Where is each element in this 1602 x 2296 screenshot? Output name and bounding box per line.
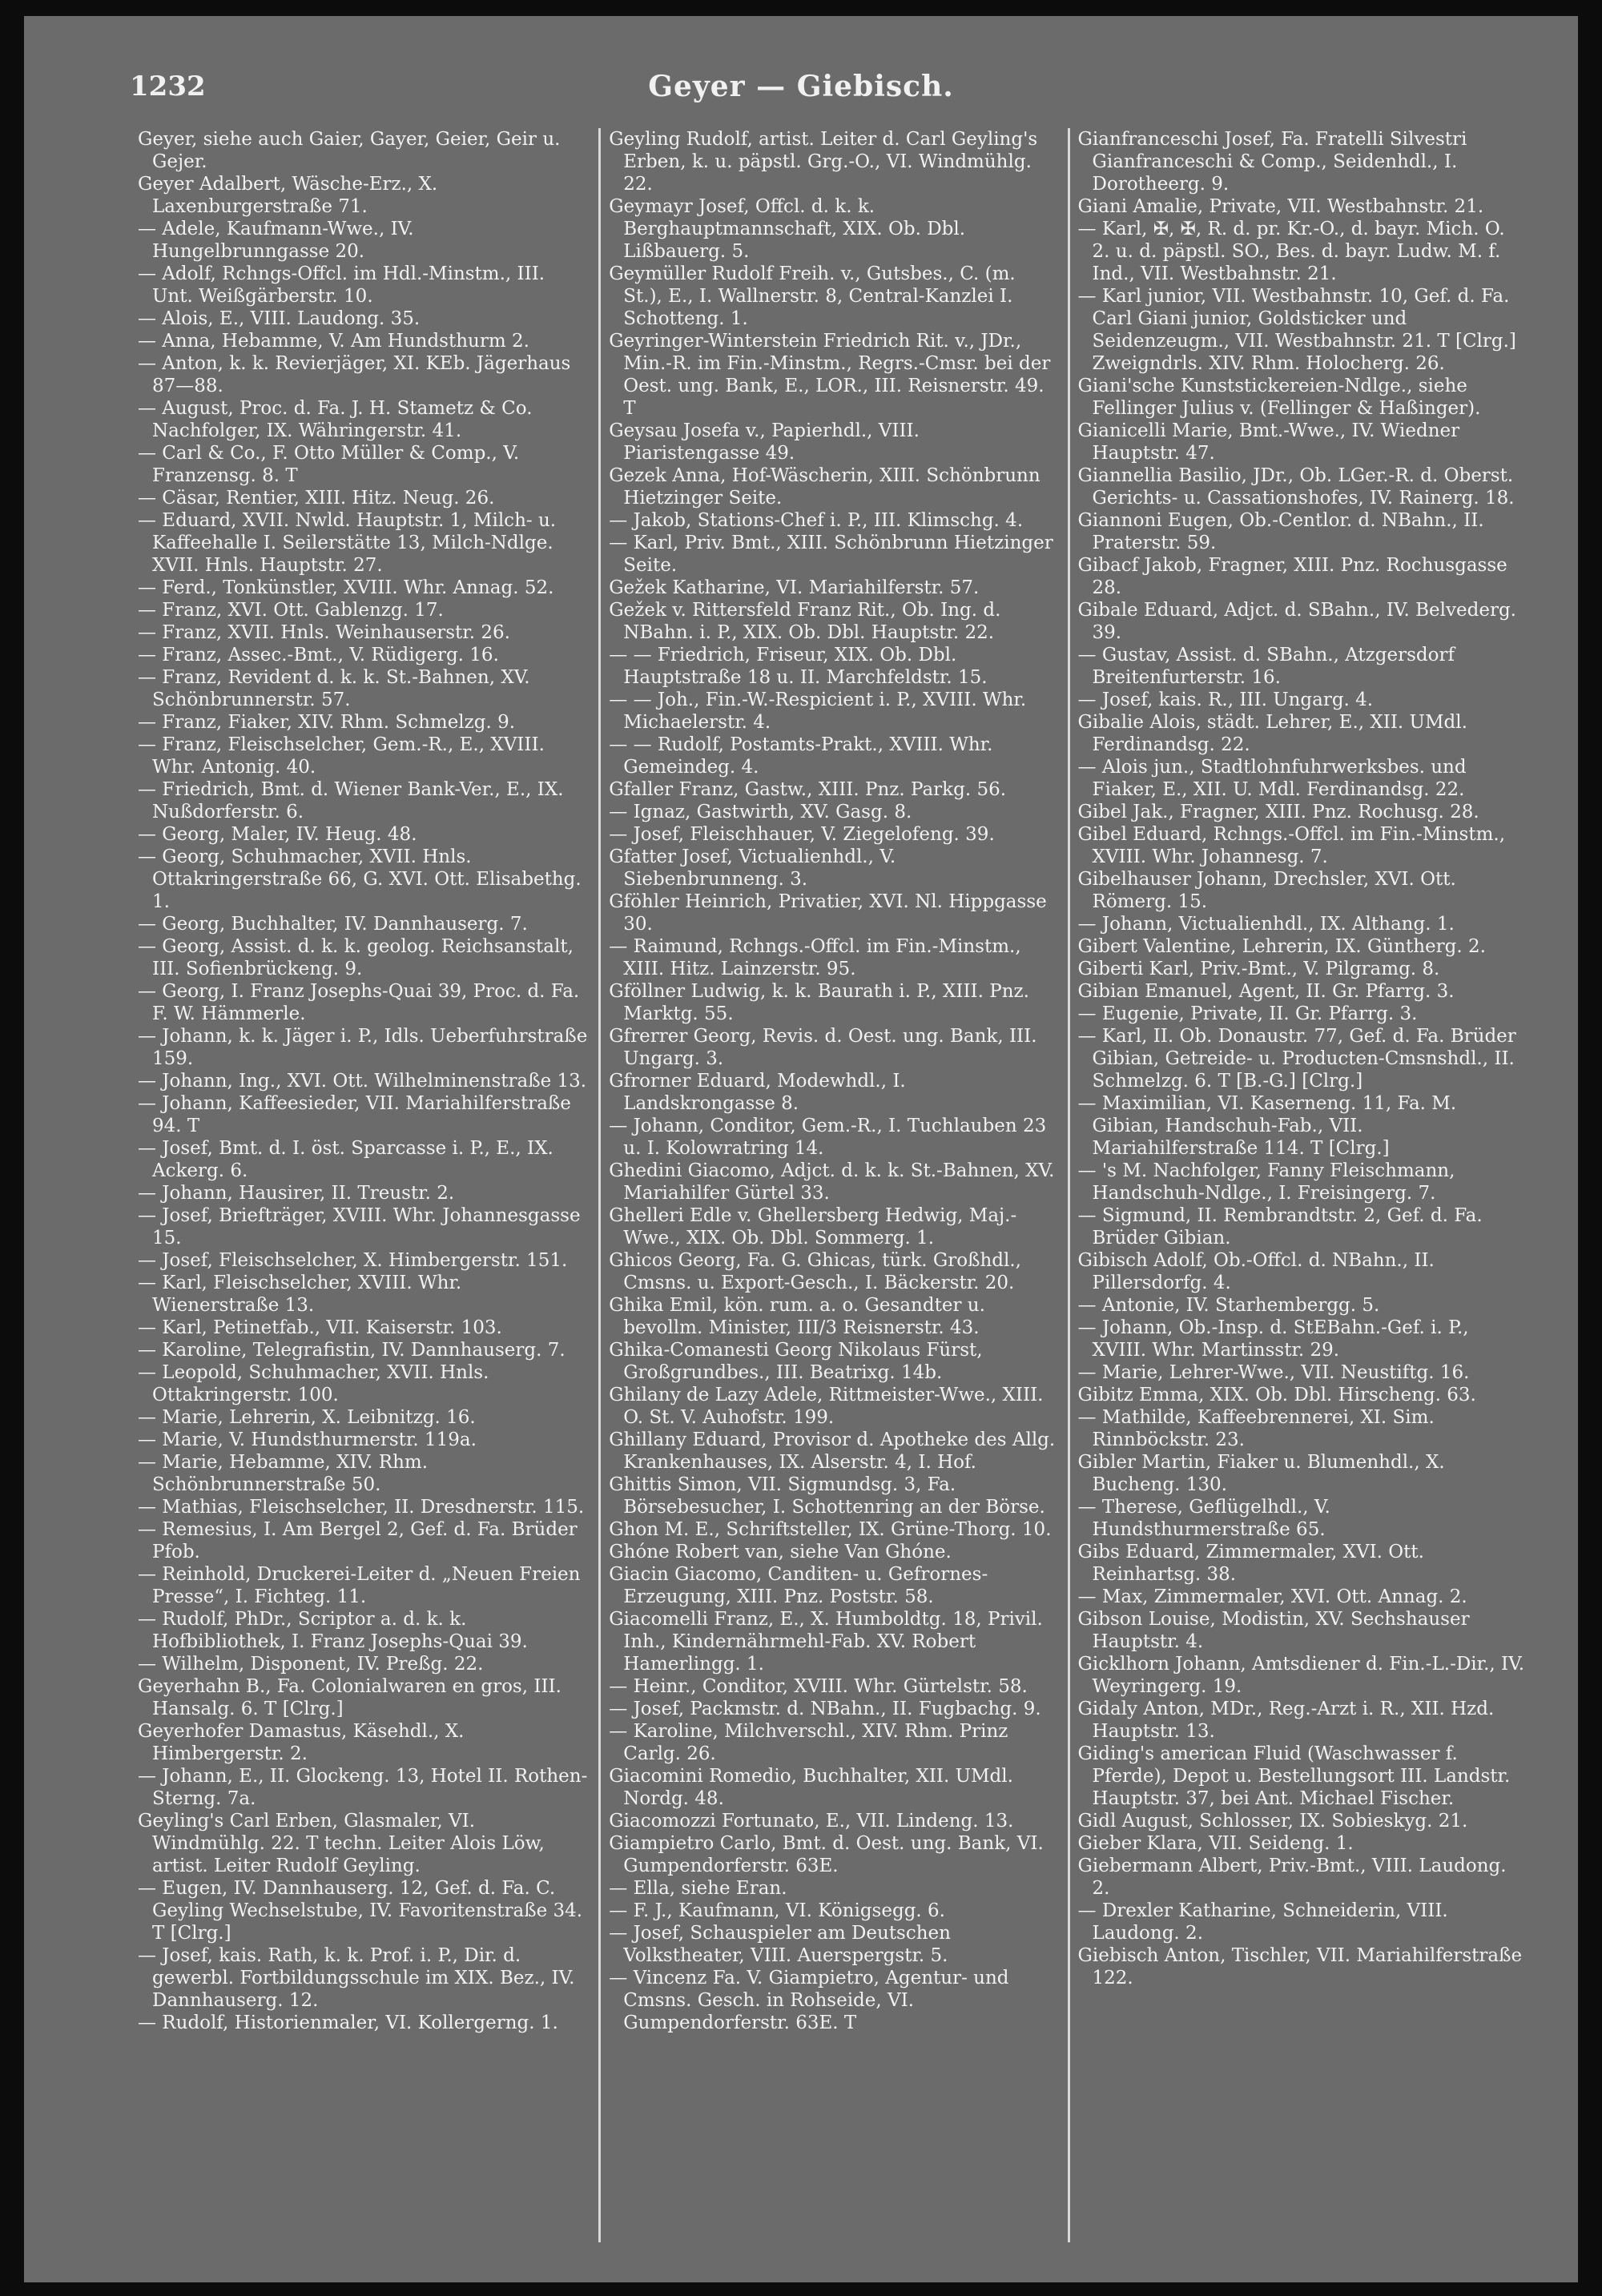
directory-entry: — Johann, Ing., XVI. Ott. Wilhelminenstraße 13. xyxy=(138,1071,587,1092)
directory-entry: — — Friedrich, Friseur, XIX. Ob. Dbl. Hauptstraße 18 u. II. Marchfeldstr. 15. xyxy=(609,645,988,688)
directory-entry: — Cäsar, Rentier, XIII. Hitz. Neug. 26. xyxy=(138,488,495,509)
directory-entry: — Karoline, Milchverschl., XIV. Rhm. Prinz Carlg. 26. xyxy=(609,1721,1008,1764)
directory-entry: — Johann, Conditor, Gem.-R., I. Tuchlauben 23 u. I. Kolowratring 14. xyxy=(609,1116,1047,1159)
directory-entry: Gibian Emanuel, Agent, II. Gr. Pfarrg. 3. xyxy=(1077,981,1455,1002)
directory-entry: Giani Amalie, Private, VII. Westbahnstr. 21. xyxy=(1077,196,1484,217)
directory-entry: Geysau Josefa v., Papierhdl., VIII. Piaristengasse 49. xyxy=(609,420,920,464)
directory-entry: — Johann, Victualienhdl., IX. Althang. 1. xyxy=(1077,914,1455,935)
directory-entry: — Georg, Maler, IV. Heug. 48. xyxy=(138,824,417,845)
directory-columns xyxy=(130,128,1536,2242)
directory-entry: — Marie, Hebamme, XIV. Rhm. Schönbrunnerstraße 50. xyxy=(138,1452,429,1495)
directory-entry: — Mathilde, Kaffeebrennerei, XI. Sim. Rinnböckstr. 23. xyxy=(1077,1407,1435,1450)
directory-entry: — Mathias, Fleischselcher, II. Dresdnerstr. 115. xyxy=(138,1497,585,1518)
directory-entry: — Karl, ✠, ✠, R. d. pr. Kr.-O., d. bayr. Mich. O. 2. u. d. päpstl. SO., Bes. d. bayr. Ludw. M. f. Ind., VII. Westbahnstr. 21. xyxy=(1077,219,1505,284)
directory-entry: — Marie, Lehrer-Wwe., VII. Neustiftg. 16. xyxy=(1077,1362,1470,1383)
directory-entry: Gfaller Franz, Gastw., XIII. Pnz. Parkg. 56. xyxy=(609,779,1007,800)
directory-entry: Gibel Eduard, Rchngs.-Offcl. im Fin.-Minstm., XVIII. Whr. Johannesg. 7. xyxy=(1077,824,1506,867)
directory-entry: — Vincenz Fa. V. Giampietro, Agentur- und Cmsns. Gesch. in Rohseide, VI. Gumpendorferstr. 63E. T xyxy=(609,1968,1009,2033)
directory-entry: — Anna, Hebamme, V. Am Hundsthurm 2. xyxy=(138,331,529,352)
directory-entry: — Franz, Revident d. k. k. St.-Bahnen, XV. Schönbrunnerstr. 57. xyxy=(138,667,530,710)
directory-entry: — Franz, Fleischselcher, Gem.-R., E., XVIII. Whr. Antonig. 40. xyxy=(138,734,545,778)
directory-entry: Giebermann Albert, Priv.-Bmt., VIII. Laudong. 2. xyxy=(1077,1856,1507,1899)
directory-entry: — Josef, Fleischselcher, X. Himbergerstr. 151. xyxy=(138,1250,568,1271)
directory-entry: Geyerhofer Damastus, Käsehdl., X. Himbergerstr. 2. xyxy=(138,1721,465,1764)
directory-entry: Geyling Rudolf, artist. Leiter d. Carl Geyling's Erben, k. u. päpstl. Grg.-O., VI. Windmühlg. 22. xyxy=(609,129,1038,195)
directory-entry: Gfatter Josef, Victualienhdl., V. Siebenbrunneng. 3. xyxy=(609,846,896,890)
directory-entry: — Max, Zimmermaler, XVI. Ott. Annag. 2. xyxy=(1077,1586,1467,1607)
directory-entry: — Josef, kais. R., III. Ungarg. 4. xyxy=(1077,690,1374,710)
directory-entry: Gežek v. Rittersfeld Franz Rit., Ob. Ing. d. NBahn. i. P., XIX. Ob. Dbl. Hauptstr. 22. xyxy=(609,600,1001,643)
directory-entry: Geyling's Carl Erben, Glasmaler, VI. Windmühlg. 22. T techn. Leiter Alois Löw, artist. Leiter Rudolf Geyling. xyxy=(138,1811,545,1876)
directory-entry: — Franz, XVI. Ott. Gablenzg. 17. xyxy=(138,600,444,621)
directory-entry: Giberti Karl, Priv.-Bmt., V. Pilgramg. 8. xyxy=(1077,959,1440,979)
directory-entry: — Karl junior, VII. Westbahnstr. 10, Gef. d. Fa. Carl Giani junior, Goldsticker und Seidenzeugm., VII. Westbahnstr. 21. T [Clrg.] Zweigndrls. XIV. Rhm. Holocherg. 26. xyxy=(1077,286,1516,374)
directory-entry: — Antonie, IV. Starhembergg. 5. xyxy=(1077,1295,1380,1316)
directory-entry: — Eugen, IV. Dannhauserg. 12, Gef. d. Fa. C. Geyling Wechselstube, IV. Favoritenstraße 34. T [Clrg.] xyxy=(138,1878,583,1944)
directory-entry: Gibel Jak., Fragner, XIII. Pnz. Rochusg. 28. xyxy=(1077,802,1479,822)
directory-entry: — Heinr., Conditor, XVIII. Whr. Gürtelstr. 58. xyxy=(609,1676,1028,1697)
directory-entry: Ghedini Giacomo, Adjct. d. k. k. St.-Bahnen, XV. Mariahilfer Gürtel 33. xyxy=(609,1160,1055,1204)
directory-entry: Gfrerrer Georg, Revis. d. Oest. ung. Bank, III. Ungarg. 3. xyxy=(609,1026,1037,1069)
directory-entry: Gianicelli Marie, Bmt.-Wwe., IV. Wiedner Hauptstr. 47. xyxy=(1077,420,1460,464)
directory-entry: — Georg, Assist. d. k. k. geolog. Reichsanstalt, III. Sofienbrückeng. 9. xyxy=(138,936,574,979)
directory-entry: Gezek Anna, Hof-Wäscherin, XIII. Schönbrunn Hietzinger Seite. xyxy=(609,465,1040,509)
directory-entry: Ghelleri Edle v. Ghellersberg Hedwig, Maj.-Wwe., XIX. Ob. Dbl. Sommerg. 1. xyxy=(609,1205,1017,1249)
directory-entry: Ghóne Robert van, siehe Van Ghóne. xyxy=(609,1542,952,1562)
directory-entry: Giani'sche Kunststickereien-Ndlge., siehe Fellinger Julius v. (Fellinger & Haßinger). xyxy=(1077,376,1481,419)
directory-entry: Gidl August, Schlosser, IX. Sobieskyg. 21. xyxy=(1077,1811,1468,1832)
column-right xyxy=(1068,128,1536,2242)
directory-entry: Gianfranceschi Josef, Fa. Fratelli Silvestri Gianfranceschi & Comp., Seidenhdl., I. Dorotheerg. 9. xyxy=(1077,129,1467,195)
directory-entry: — Karl, Priv. Bmt., XIII. Schönbrunn Hietzinger Seite. xyxy=(609,533,1053,576)
directory-entry: — Remesius, I. Am Bergel 2, Gef. d. Fa. Brüder Pfob. xyxy=(138,1519,578,1562)
directory-entry: Geymayr Josef, Offcl. d. k. k. Berghauptmannschaft, XIX. Ob. Dbl. Lißbauerg. 5. xyxy=(609,196,966,262)
directory-entry: — Ella, siehe Eran. xyxy=(609,1878,787,1899)
directory-entry: — Johann, Hausirer, II. Treustr. 2. xyxy=(138,1183,455,1204)
directory-entry: — Josef, Schauspieler am Deutschen Volkstheater, VIII. Auerspergstr. 5. xyxy=(609,1923,951,1966)
directory-entry: — Josef, Packmstr. d. NBahn., II. Fugbachg. 9. xyxy=(609,1699,1041,1719)
directory-entry: — Georg, I. Franz Josephs-Quai 39, Proc. d. Fa. F. W. Hämmerle. xyxy=(138,981,580,1024)
directory-entry: Gibisch Adolf, Ob.-Offcl. d. NBahn., II. Pillersdorfg. 4. xyxy=(1077,1250,1435,1293)
directory-entry: Gežek Katharine, VI. Mariahilferstr. 57. xyxy=(609,577,980,598)
directory-entry: — Karoline, Telegrafistin, IV. Dannhauserg. 7. xyxy=(138,1340,566,1361)
directory-entry: Ghittis Simon, VII. Sigmundsg. 3, Fa. Börsebesucher, I. Schottenring an der Börse. xyxy=(609,1474,1045,1518)
directory-entry: Ghilany de Lazy Adele, Rittmeister-Wwe., XIII. O. St. V. Auhofstr. 199. xyxy=(609,1385,1044,1428)
directory-entry: Giacomini Romedio, Buchhalter, XII. UMdl. Nordg. 48. xyxy=(609,1766,1013,1809)
directory-entry: — Alois, E., VIII. Laudong. 35. xyxy=(138,308,421,329)
directory-entry: Gibs Eduard, Zimmermaler, XVI. Ott. Reinhartsg. 38. xyxy=(1077,1542,1424,1585)
directory-entry: Giebisch Anton, Tischler, VII. Mariahilferstraße 122. xyxy=(1077,1945,1523,1988)
directory-entry: Geyerhahn B., Fa. Colonialwaren en gros, III. Hansalg. 6. T [Clrg.] xyxy=(138,1676,562,1719)
directory-entry: — Gustav, Assist. d. SBahn., Atzgersdorf Breitenfurterstr. 16. xyxy=(1077,645,1455,688)
directory-entry: Giampietro Carlo, Bmt. d. Oest. ung. Bank, VI. Gumpendorferstr. 63E. xyxy=(609,1833,1044,1876)
directory-entry: Giannoni Eugen, Ob.-Centlor. d. NBahn., II. Praterstr. 59. xyxy=(1077,510,1484,553)
directory-entry: — Eugenie, Private, II. Gr. Pfarrg. 3. xyxy=(1077,1003,1418,1024)
directory-entry: Geymüller Rudolf Freih. v., Gutsbes., C. (m. St.), E., I. Wallnerstr. 8, Central-Kanzlei I. Schotteng. 1. xyxy=(609,263,1016,329)
directory-entry: Gibson Louise, Modistin, XV. Sechshauser Hauptstr. 4. xyxy=(1077,1609,1470,1652)
directory-entry: Geyringer-Winterstein Friedrich Rit. v., JDr., Min.-R. im Fin.-Minstm., Regrs.-Cmsr. bei der Oest. ung. Bank, E., LOR., III. Reisnerstr. 49. T xyxy=(609,331,1051,419)
directory-entry: — Ignaz, Gastwirth, XV. Gasg. 8. xyxy=(609,802,912,822)
directory-entry: — Franz, Assec.-Bmt., V. Rüdigerg. 16. xyxy=(138,645,499,665)
directory-entry: Giacomozzi Fortunato, E., VII. Lindeng. 13. xyxy=(609,1811,1014,1832)
directory-entry: Geyer Adalbert, Wäsche-Erz., X. Laxenburgerstraße 71. xyxy=(138,174,438,217)
directory-entry: Gibitz Emma, XIX. Ob. Dbl. Hirscheng. 63. xyxy=(1077,1385,1476,1405)
directory-entry: — August, Proc. d. Fa. J. H. Stametz & Co. Nachfolger, IX. Währingerstr. 41. xyxy=(138,398,533,441)
directory-entry: — Carl & Co., F. Otto Müller & Comp., V. Franzensg. 8. T xyxy=(138,443,520,486)
directory-entry: — Karl, Fleischselcher, XVIII. Whr. Wienerstraße 13. xyxy=(138,1273,462,1316)
directory-entry: — Johann, k. k. Jäger i. P., Idls. Ueberfuhrstraße 159. xyxy=(138,1026,588,1069)
directory-entry: Gibler Martin, Fiaker u. Blumenhdl., X. Bucheng. 130. xyxy=(1077,1452,1445,1495)
directory-entry: Gibelhauser Johann, Drechsler, XVI. Ott. Römerg. 15. xyxy=(1077,869,1456,912)
directory-entry: — Georg, Schuhmacher, XVII. Hnls. Ottakringerstraße 66, G. XVI. Ott. Elisabethg. 1. xyxy=(138,846,582,912)
directory-entry: Giding's american Fluid (Waschwasser f. Pferde), Depot u. Bestellungsort III. Landstr. Hauptstr. 37, bei Ant. Michael Fischer. xyxy=(1077,1743,1511,1809)
directory-entry: Gidaly Anton, MDr., Reg.-Arzt i. R., XII. Hzd. Hauptstr. 13. xyxy=(1077,1699,1495,1742)
directory-entry: — Josef, Fleischhauer, V. Ziegelofeng. 39. xyxy=(609,824,995,845)
directory-entry: — Maximilian, VI. Kaserneng. 11, Fa. M. Gibian, Handschuh-Fab., VII. Mariahilferstraße 114. T [Clrg.] xyxy=(1077,1093,1457,1159)
directory-entry: — 's M. Nachfolger, Fanny Fleischmann, Handschuh-Ndlge., I. Freisingerg. 7. xyxy=(1077,1160,1455,1204)
directory-page xyxy=(24,16,1578,2282)
directory-entry: — Marie, V. Hundsthurmerstr. 119a. xyxy=(138,1429,477,1450)
running-title: Geyer — Giebisch. xyxy=(648,70,954,103)
directory-entry: Giacin Giacomo, Canditen- u. Gefrornes-Erzeugung, XIII. Pnz. Poststr. 58. xyxy=(609,1564,988,1607)
directory-entry: — Therese, Geflügelhdl., V. Hundsthurmerstraße 65. xyxy=(1077,1497,1330,1540)
directory-entry: Ghon M. E., Schriftsteller, IX. Grüne-Thorg. 10. xyxy=(609,1519,1052,1540)
directory-entry: — Sigmund, II. Rembrandtstr. 2, Gef. d. Fa. Brüder Gibian. xyxy=(1077,1205,1483,1249)
directory-entry: — Drexler Katharine, Schneiderin, VIII. Laudong. 2. xyxy=(1077,1900,1448,1944)
directory-entry: Geyer, siehe auch Gaier, Gayer, Geier, Geir u. Gejer. xyxy=(138,129,561,172)
directory-entry: — Josef, kais. Rath, k. k. Prof. i. P., Dir. d. gewerbl. Fortbildungsschule im XIX. Bez., IV. Dannhauserg. 12. xyxy=(138,1945,575,2011)
directory-entry: Giacomelli Franz, E., X. Humboldtg. 18, Privil. Inh., Kindernährmehl-Fab. XV. Robert Hamerlingg. 1. xyxy=(609,1609,1043,1675)
directory-entry: — F. J., Kaufmann, VI. Königsegg. 6. xyxy=(609,1900,945,1921)
directory-entry: Ghika Emil, kön. rum. a. o. Gesandter u. bevollm. Minister, III/3 Reisnerstr. 43. xyxy=(609,1295,985,1338)
directory-entry: — — Joh., Fin.-W.-Respicient i. P., XVIII. Whr. Michaelerstr. 4. xyxy=(609,690,1027,733)
directory-entry: — Adele, Kaufmann-Wwe., IV. Hungelbrunngasse 20. xyxy=(138,219,414,262)
directory-entry: — Rudolf, PhDr., Scriptor a. d. k. k. Hofbibliothek, I. Franz Josephs-Quai 39. xyxy=(138,1609,528,1652)
column-middle xyxy=(598,128,1067,2242)
directory-entry: — Eduard, XVII. Nwld. Hauptstr. 1, Milch- u. Kaffeehalle I. Seilerstätte 13, Milch-Ndlge. XVII. Hnls. Hauptstr. 27. xyxy=(138,510,557,576)
directory-entry: — Leopold, Schuhmacher, XVII. Hnls. Ottakringerstr. 100. xyxy=(138,1362,489,1405)
directory-entry: — Raimund, Rchngs.-Offcl. im Fin.-Minstm., XIII. Hitz. Lainzerstr. 95. xyxy=(609,936,1021,979)
directory-entry: — Wilhelm, Disponent, IV. Preßg. 22. xyxy=(138,1654,484,1675)
directory-entry: — Johann, Kaffeesieder, VII. Mariahilferstraße 94. T xyxy=(138,1093,571,1136)
column-left xyxy=(130,128,598,2242)
page-number: 1232 xyxy=(130,70,206,103)
directory-entry: — Karl, II. Ob. Donaustr. 77, Gef. d. Fa. Brüder Gibian, Getreide- u. Producten-Cmsnshdl., II. Schmelzg. 6. T [B.-G.] [Clrg.] xyxy=(1077,1026,1516,1092)
directory-entry: Gfrorner Eduard, Modewhdl., I. Landskrongasse 8. xyxy=(609,1071,906,1114)
directory-entry: Gibalie Alois, städt. Lehrer, E., XII. UMdl. Ferdinandsg. 22. xyxy=(1077,712,1467,755)
directory-entry: Gföhler Heinrich, Privatier, XVI. Nl. Hippgasse 30. xyxy=(609,891,1047,935)
directory-entry: — Georg, Buchhalter, IV. Dannhauserg. 7. xyxy=(138,914,528,935)
directory-entry: Gicklhorn Johann, Amtsdiener d. Fin.-L.-Dir., IV. Weyringerg. 19. xyxy=(1077,1654,1525,1697)
directory-entry: — Josef, Bmt. d. I. öst. Sparcasse i. P., E., IX. Ackerg. 6. xyxy=(138,1138,553,1181)
directory-entry: — Marie, Lehrerin, X. Leibnitzg. 16. xyxy=(138,1407,476,1428)
directory-entry: — Jakob, Stations-Chef i. P., III. Klimschg. 4. xyxy=(609,510,1024,531)
directory-entry: Ghicos Georg, Fa. G. Ghicas, türk. Großhdl., Cmsns. u. Export-Gesch., I. Bäckerstr. 20. xyxy=(609,1250,1021,1293)
directory-entry: — Alois jun., Stadtlohnfuhrwerksbes. und Fiaker, E., XII. U. Mdl. Ferdinandsg. 22. xyxy=(1077,757,1467,800)
directory-entry: — Franz, XVII. Hnls. Weinhauserstr. 26. xyxy=(138,622,510,643)
directory-entry: — Friedrich, Bmt. d. Wiener Bank-Ver., E., IX. Nußdorferstr. 6. xyxy=(138,779,564,822)
directory-entry: Gibale Eduard, Adjct. d. SBahn., IV. Belvederg. 39. xyxy=(1077,600,1516,643)
directory-entry: Ghillany Eduard, Provisor d. Apotheke des Allg. Krankenhauses, IX. Alserstr. 4, I. Hof. xyxy=(609,1429,1056,1473)
directory-entry: Giannellia Basilio, JDr., Ob. LGer.-R. d. Oberst. Gerichts- u. Cassationshofes, IV. Rainerg. 18. xyxy=(1077,465,1515,509)
directory-entry: Gibacf Jakob, Fragner, XIII. Pnz. Rochusgasse 28. xyxy=(1077,555,1507,598)
directory-entry: — Franz, Fiaker, XIV. Rhm. Schmelzg. 9. xyxy=(138,712,516,733)
directory-entry: — Johann, Ob.-Insp. d. StEBahn.-Gef. i. P., XVIII. Whr. Martinsstr. 29. xyxy=(1077,1317,1469,1361)
directory-entry: Ghika-Comanesti Georg Nikolaus Fürst, Großgrundbes., III. Beatrixg. 14b. xyxy=(609,1340,983,1383)
directory-entry: — Anton, k. k. Revierjäger, XI. KEb. Jägerhaus 87—88. xyxy=(138,353,571,396)
directory-entry: — Adolf, Rchngs-Offcl. im Hdl.-Minstm., III. Unt. Weißgärberstr. 10. xyxy=(138,263,545,307)
directory-entry: Gföllner Ludwig, k. k. Baurath i. P., XIII. Pnz. Marktg. 55. xyxy=(609,981,1029,1024)
directory-entry: Gieber Klara, VII. Seideng. 1. xyxy=(1077,1833,1354,1854)
directory-entry: — Johann, E., II. Glockeng. 13, Hotel II. Rothen-Sterng. 7a. xyxy=(138,1766,588,1809)
directory-entry: — Rudolf, Historienmaler, VI. Kollergerng. 1. xyxy=(138,2013,558,2033)
directory-entry: — — Rudolf, Postamts-Prakt., XVIII. Whr. Gemeindeg. 4. xyxy=(609,734,993,778)
page-header xyxy=(130,62,1536,111)
directory-entry: — Ferd., Tonkünstler, XVIII. Whr. Annag. 52. xyxy=(138,577,554,598)
directory-entry: — Reinhold, Druckerei-Leiter d. „Neuen Freien Presse“, I. Fichteg. 11. xyxy=(138,1564,581,1607)
directory-entry: — Josef, Briefträger, XVIII. Whr. Johannesgasse 15. xyxy=(138,1205,581,1249)
directory-entry: Gibert Valentine, Lehrerin, IX. Güntherg. 2. xyxy=(1077,936,1486,957)
directory-entry: — Karl, Petinetfab., VII. Kaiserstr. 103. xyxy=(138,1317,502,1338)
